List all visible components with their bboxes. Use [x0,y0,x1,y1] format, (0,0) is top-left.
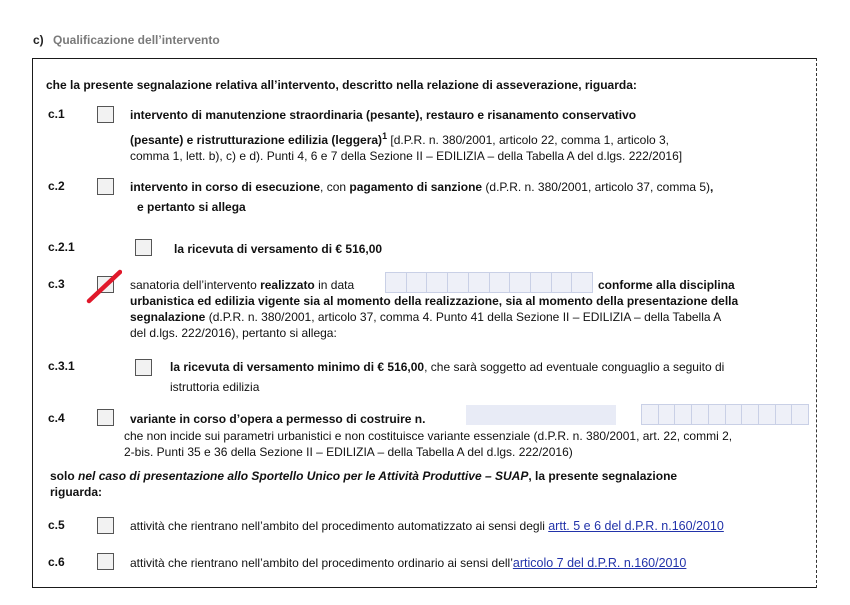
c3-line3-bold: segnalazione [130,310,206,324]
code-c2: c.2 [48,179,65,193]
section-letter: c) [33,33,44,47]
c21-text: la ricevuta di versamento di € 516,00 [174,242,383,256]
c3-text [130,293,810,341]
date-field-c4[interactable] [641,404,809,425]
date-field-c3[interactable] [385,272,593,293]
checkbox-c5[interactable] [97,517,114,534]
c1-line2-rest: [d.P.R. n. 380/2001, articolo 22, comma 1, articolo 3, [387,133,670,147]
c2-line2: e pertanto si allega [137,200,246,214]
c3-after-date: conforme alla disciplina [598,278,735,292]
code-c31: c.3.1 [48,359,75,373]
c5-text [130,518,724,534]
c4-text [124,428,814,460]
code-c4: c.4 [48,411,65,425]
code-c3: c.3 [48,277,65,291]
c3-line4: del d.lgs. 222/2016), pertanto si allega: [130,326,337,340]
suap-italic: nel caso di presentazione allo Sportello Unico per le Attività Produttive – SUAP [78,469,529,483]
footnote-ref[interactable]: 1 [382,131,388,141]
code-c21: c.2.1 [48,240,75,254]
checkbox-c31[interactable] [135,359,152,376]
c2-text [130,179,810,215]
section-title: Qualificazione dell’intervento [53,33,220,47]
c2-mid: , con [320,180,350,194]
c31-rest: , che sarà soggetto ad eventuale conguaglio a seguito di [424,360,725,374]
suap-post: , la presente segnalazione [528,469,678,483]
c4-bold: variante in corso d’opera a permesso di costruire n. [130,412,426,426]
suap-pre: solo [50,469,79,483]
c6-law-link[interactable]: articolo 7 del d.P.R. n.160/2010 [512,556,687,570]
c2-comma: , [710,180,714,194]
c5-law-link[interactable]: artt. 5 e 6 del d.P.R. n.160/2010 [548,519,724,533]
c31-bold: la ricevuta di versamento minimo di € 516,00 [170,360,425,374]
intro-text: che la presente segnalazione relativa all’intervento, descritto nella relazione di asseverazione, riguarda: [46,78,637,92]
c3-line1-left [130,277,354,293]
code-c6: c.6 [48,555,65,569]
code-c1: c.1 [48,107,65,121]
suap-line2: riguarda: [50,485,103,499]
c2-bold1: intervento in corso di esecuzione [130,180,321,194]
c1-text [130,107,810,164]
c2-bold2: pagamento di sanzione [349,180,483,194]
code-c5: c.5 [48,518,65,532]
c3-line3-rest: (d.P.R. n. 380/2001, articolo 37, comma 4. Punto 41 della Sezione II – EDILIZIA – della Tabella A [205,310,722,324]
c3-bold1: realizzato [260,278,315,292]
permit-number-input[interactable] [466,405,616,425]
c4-line3: 2-bis. Punti 35 e 36 della Sezione II – EDILIZIA – della Tabella A del d.lgs. 222/2016) [124,445,573,459]
c5-label: attività che rientrano nell’ambito del procedimento automatizzato ai sensi degli [130,519,549,533]
c6-text [130,555,686,571]
checkbox-c2[interactable] [97,178,114,195]
c3-pre: sanatoria dell’intervento [130,278,261,292]
checkbox-c4[interactable] [97,409,114,426]
c1-line1: intervento di manutenzione straordinaria (pesante), restauro e risanamento conservativo [130,108,637,122]
checkbox-c1[interactable] [97,106,114,123]
c6-label: attività che rientrano nell’ambito del procedimento ordinario ai sensi dell’ [130,556,513,570]
c4-line2: che non incide sui parametri urbanistici e non costituisce variante essenziale (d.P.R. n. 380/2001, art. 22, commi 2, [124,429,733,443]
checkbox-c21[interactable] [135,239,152,256]
c1-line2-bold: (pesante) e ristrutturazione edilizia (leggera) [130,133,383,147]
c1-line3: comma 1, lett. b), c) e d). Punti 4, 6 e 7 della Sezione II – EDILIZIA – della Tabella A del d.lgs. 222/2016] [130,149,683,163]
checkbox-c6[interactable] [97,553,114,570]
c3-line2: urbanistica ed edilizia vigente sia al momento della realizzazione, sia al momento della presentazione della [130,294,739,308]
c3-post: in data [314,278,355,292]
c31-text [170,359,810,395]
c31-line2: istruttoria edilizia [170,380,260,394]
c2-rest: (d.P.R. n. 380/2001, articolo 37, comma 5) [482,180,710,194]
checkmark-icon [86,269,122,305]
suap-text [50,468,790,500]
